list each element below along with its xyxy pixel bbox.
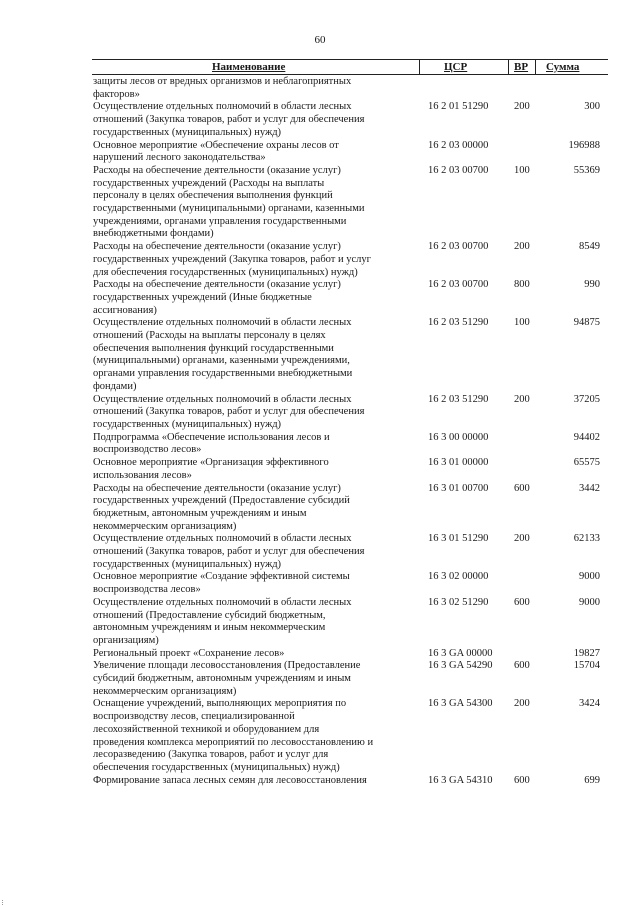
row-name-line: Осуществление отдельных полномочий в области лесных	[93, 393, 352, 405]
row-name	[93, 775, 413, 788]
table-row	[0, 533, 640, 571]
table-row	[0, 457, 640, 482]
table-row	[0, 571, 640, 596]
header-bottom-rule	[92, 74, 608, 75]
row-vr-code: 100	[514, 164, 530, 176]
row-name-line: обеспечения государственных (муниципальных) нужд)	[93, 761, 340, 773]
table-header	[92, 59, 608, 76]
table-row	[0, 165, 640, 241]
row-csr-code: 16 2 03 51290	[428, 317, 489, 329]
table-row	[0, 432, 640, 457]
row-sum: 3424	[579, 698, 600, 710]
row-vr-code: 100	[514, 317, 530, 329]
row-name-line: факторов»	[93, 88, 140, 100]
table-row	[0, 394, 640, 432]
column-header-name: Наименование	[212, 61, 286, 73]
row-name-line: автономным учреждениям и иным некоммерческим	[93, 622, 326, 634]
row-name	[93, 571, 413, 596]
row-vr-code: 200	[514, 698, 530, 710]
row-name	[93, 140, 413, 165]
row-name	[93, 483, 413, 534]
row-name	[93, 698, 413, 774]
row-name-line: государственных учреждений (Закупка товаров, работ и услуг	[93, 253, 371, 265]
row-csr-code: 16 3 01 00700	[428, 482, 489, 494]
row-vr-code: 200	[514, 533, 530, 545]
row-csr-code: 16 2 03 00700	[428, 279, 489, 291]
row-name-line: субсидий бюджетным, автономным учреждениям и иным	[93, 673, 351, 685]
row-sum: 65575	[573, 457, 600, 469]
table-row	[0, 648, 640, 661]
table-row	[0, 101, 640, 139]
row-name-line: ассигнования)	[93, 304, 157, 316]
row-csr-code: 16 2 01 51290	[428, 101, 489, 113]
row-sum: 9000	[579, 571, 600, 583]
header-separator	[535, 59, 536, 75]
row-name-line: Расходы на обеспечение деятельности (оказание услуг)	[93, 241, 341, 253]
row-name-line: (муниципальными) органами, казенными учреждениями,	[93, 355, 350, 367]
row-name-line: Подпрограмма «Обеспечение использования лесов и	[93, 431, 330, 443]
row-name-line: государственных учреждений (Иные бюджетные	[93, 291, 312, 303]
row-name-line: бюджетным, автономным учреждениям и иным	[93, 507, 307, 519]
row-name	[93, 432, 413, 457]
row-name-line: использования лесов»	[93, 469, 192, 481]
page-number: 60	[314, 34, 326, 46]
row-vr-code: 600	[514, 660, 530, 672]
row-vr-code: 200	[514, 393, 530, 405]
row-name-line: проведения комплекса мероприятий по лесовосстановлению и	[93, 736, 374, 748]
row-csr-code: 16 2 03 00700	[428, 241, 489, 253]
row-name-line: Осуществление отдельных полномочий в области лесных	[93, 101, 352, 113]
table-row	[0, 698, 640, 774]
row-name-line: некоммерческим организациям)	[93, 520, 237, 532]
header-top-rule	[92, 59, 608, 60]
row-csr-code: 16 3 01 51290	[428, 533, 489, 545]
row-name-line: государственных учреждений (Предоставление субсидий	[93, 495, 350, 507]
row-name-line: воспроизводству лесов, специализированной	[93, 711, 295, 723]
row-name	[93, 76, 413, 101]
row-sum: 699	[584, 774, 600, 786]
row-name	[93, 394, 413, 432]
row-name-line: организациям)	[93, 634, 159, 646]
row-name-line: персоналу в целях обеспечения выполнения функций	[93, 190, 333, 202]
row-name-line: воспроизводство лесов»	[93, 444, 202, 456]
row-name	[93, 317, 413, 393]
table-row	[0, 660, 640, 698]
row-name	[93, 648, 413, 661]
row-name	[93, 533, 413, 571]
table-row	[0, 279, 640, 317]
row-csr-code: 16 3 00 00000	[428, 431, 489, 443]
row-sum: 300	[584, 101, 600, 113]
row-name-line: для обеспечения государственных (муниципальных) нужд)	[93, 266, 358, 278]
row-name-line: отношений (Закупка товаров, работ и услуг для обеспечения	[93, 114, 365, 126]
row-name-line: фондами)	[93, 380, 137, 392]
row-name-line: государственными (муниципальными) органами, казенными	[93, 203, 365, 215]
row-name-line: Основное мероприятие «Создание эффективной системы	[93, 571, 350, 583]
row-csr-code: 16 3 02 51290	[428, 596, 489, 608]
row-name-line: внебюджетными фондами)	[93, 228, 214, 240]
column-header-sum: Сумма	[546, 61, 580, 73]
row-csr-code: 16 2 03 00000	[428, 139, 489, 151]
table-row	[0, 483, 640, 534]
row-name-line: органами управления государственными внебюджетными	[93, 368, 353, 380]
row-sum: 37205	[573, 393, 600, 405]
row-sum: 19827	[573, 647, 600, 659]
row-name-line: лесохозяйственной техникой и оборудованием для	[93, 723, 320, 735]
row-name-line: Осуществление отдельных полномочий в области лесных	[93, 596, 352, 608]
row-vr-code: 200	[514, 241, 530, 253]
table-row	[0, 140, 640, 165]
row-sum: 94875	[573, 317, 600, 329]
row-name-line: нарушений лесного законодательства»	[93, 152, 266, 164]
row-csr-code: 16 3 01 00000	[428, 457, 489, 469]
row-name-line: государственных (муниципальных) нужд)	[93, 126, 282, 138]
row-name-line: Расходы на обеспечение деятельности (оказание услуг)	[93, 279, 341, 291]
row-csr-code: 16 3 GA 54290	[428, 660, 493, 672]
row-name-line: отношений (Предоставление субсидий бюджетным,	[93, 609, 326, 621]
row-sum: 3442	[579, 482, 600, 494]
row-vr-code: 600	[514, 774, 530, 786]
row-name	[93, 165, 413, 241]
row-name-line: лесоразведению (Закупка товаров, работ и услуг для	[93, 749, 329, 761]
row-name-line: защиты лесов от вредных организмов и неблагоприятных	[93, 76, 352, 87]
table-row	[0, 317, 640, 393]
header-separator	[419, 59, 420, 75]
row-name-line: Формирование запаса лесных семян для лесовосстановления	[93, 774, 367, 786]
row-vr-code: 600	[514, 596, 530, 608]
row-name-line: Расходы на обеспечение деятельности (оказание услуг)	[93, 482, 341, 494]
row-name-line: государственных (муниципальных) нужд)	[93, 418, 282, 430]
row-vr-code: 800	[514, 279, 530, 291]
row-csr-code: 16 2 03 51290	[428, 393, 489, 405]
row-name-line: Увеличение площади лесовосстановления (Предоставление	[93, 660, 361, 672]
row-csr-code: 16 3 GA 00000	[428, 647, 493, 659]
row-vr-code: 600	[514, 482, 530, 494]
row-vr-code: 200	[514, 101, 530, 113]
row-name	[93, 457, 413, 482]
row-name-line: Оснащение учреждений, выполняющих мероприятия по	[93, 698, 347, 710]
row-sum: 55369	[573, 164, 600, 176]
row-name-line: учреждениями, органами управления государственными	[93, 215, 347, 227]
row-sum: 8549	[579, 241, 600, 253]
row-csr-code: 16 3 GA 54310	[428, 774, 493, 786]
row-name-line: Расходы на обеспечение деятельности (оказание услуг)	[93, 164, 341, 176]
row-name-line: Региональный проект «Сохранение лесов»	[93, 647, 285, 659]
table-row	[0, 76, 640, 101]
table-row	[0, 597, 640, 648]
row-name	[93, 241, 413, 279]
row-sum: 94402	[573, 431, 600, 443]
row-name-line: отношений (Закупка товаров, работ и услуг для обеспечения	[93, 546, 365, 558]
row-name-line: Осуществление отдельных полномочий в области лесных	[93, 533, 352, 545]
row-sum: 990	[584, 279, 600, 291]
row-name	[93, 279, 413, 317]
row-name-line: Осуществление отдельных полномочий в области лесных	[93, 317, 352, 329]
row-name	[93, 660, 413, 698]
row-name	[93, 101, 413, 139]
row-name-line: обеспечения выполнения функций государственными	[93, 342, 334, 354]
row-name-line: некоммерческим организациям)	[93, 685, 237, 697]
row-csr-code: 16 2 03 00700	[428, 164, 489, 176]
row-name-line: воспроизводства лесов»	[93, 584, 201, 596]
row-name-line: государственных учреждений (Расходы на выплаты	[93, 177, 325, 189]
row-name-line: Основное мероприятие «Организация эффективного	[93, 457, 329, 469]
row-sum: 15704	[573, 660, 600, 672]
column-header-csr: ЦСР	[444, 61, 468, 73]
row-name-line: отношений (Закупка товаров, работ и услуг для обеспечения	[93, 406, 365, 418]
row-name-line: отношений (Расходы на выплаты персоналу в целях	[93, 330, 326, 342]
row-sum: 62133	[573, 533, 600, 545]
header-separator	[508, 59, 509, 75]
row-sum: 196988	[568, 139, 600, 151]
table-row	[0, 241, 640, 279]
row-name	[93, 597, 413, 648]
scan-margin-mark	[2, 900, 5, 905]
row-csr-code: 16 3 02 00000	[428, 571, 489, 583]
row-csr-code: 16 3 GA 54300	[428, 698, 493, 710]
row-sum: 9000	[579, 596, 600, 608]
row-name-line: государственных (муниципальных) нужд)	[93, 558, 282, 570]
column-header-vr: ВР	[514, 61, 529, 73]
row-name-line: Основное мероприятие «Обеспечение охраны лесов от	[93, 139, 339, 151]
table-row	[0, 775, 640, 788]
budget-table-body	[0, 76, 640, 787]
